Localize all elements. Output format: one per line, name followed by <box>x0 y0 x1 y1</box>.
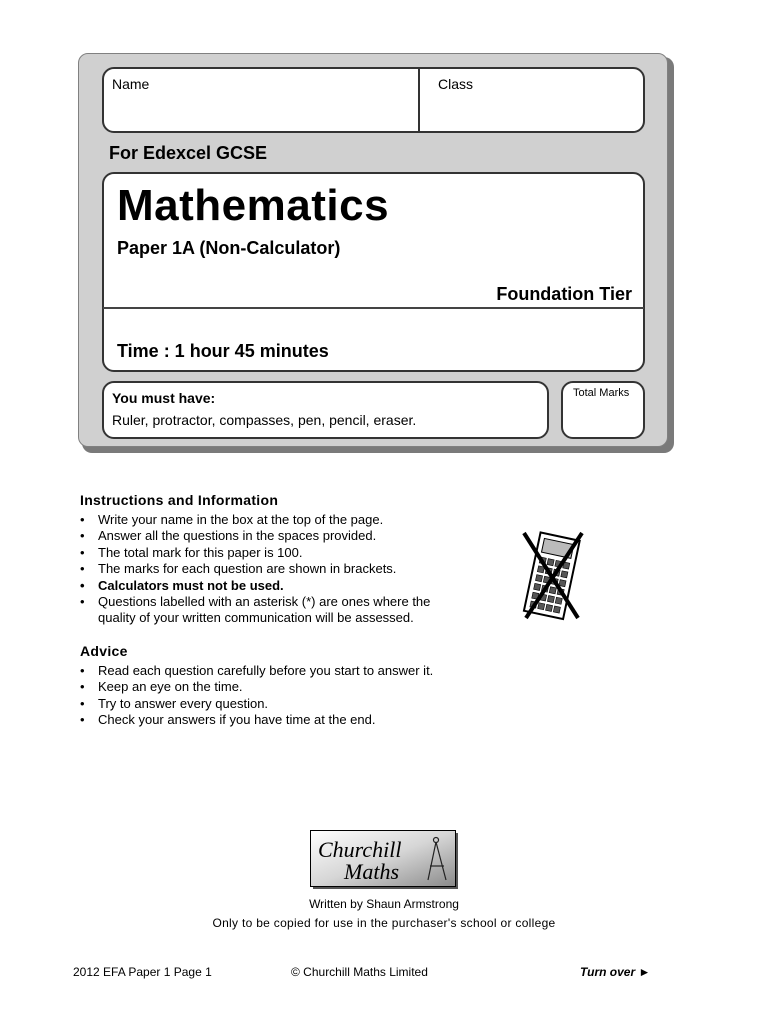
instructions-list <box>80 512 480 627</box>
list-item: • Read each question carefully before you start to answer it. <box>80 663 500 679</box>
class-field[interactable] <box>428 96 633 126</box>
class-label: Class <box>438 76 474 92</box>
list-item: • Calculators must not be used. <box>80 578 480 594</box>
name-field[interactable] <box>110 96 410 126</box>
advice-list <box>80 663 500 729</box>
name-label: Name <box>112 76 150 92</box>
instructions-title: Instructions and Information <box>80 492 279 508</box>
equipment-title: You must have: <box>112 390 216 406</box>
logo-line2: Maths <box>344 859 399 884</box>
name-class-divider <box>418 68 420 132</box>
logo-line1: Churchill <box>318 837 402 862</box>
turn-over-label: Turn over ► <box>580 965 651 979</box>
exam-board: For Edexcel GCSE <box>109 143 268 163</box>
list-item: • Write your name in the box at the top of the page. <box>80 512 480 528</box>
advice-title: Advice <box>80 643 128 659</box>
copy-notice: Only to be copied for use in the purchaser's school or college <box>212 916 556 930</box>
list-item: • The total mark for this paper is 100. <box>80 545 480 561</box>
list-item: • Keep an eye on the time. <box>80 679 500 695</box>
list-item: • Answer all the questions in the spaces provided. <box>80 528 480 544</box>
subject-title: Mathematics <box>117 181 390 230</box>
title-divider <box>103 307 644 309</box>
time-allowed: Time : 1 hour 45 minutes <box>117 341 329 361</box>
crossed-out-calculator-icon <box>518 528 588 623</box>
equipment-list: Ruler, protractor, compasses, pen, pencil, eraser. <box>112 412 417 428</box>
churchill-maths-logo <box>310 830 460 890</box>
list-item: • Questions labelled with an asterisk (*) are ones where the quality of your written communication will be assessed. <box>80 594 468 627</box>
tier-label: Foundation Tier <box>496 284 632 304</box>
copyright-notice: © Churchill Maths Limited <box>291 965 428 979</box>
paper-title: Paper 1A (Non-Calculator) <box>117 238 341 258</box>
total-marks-label: Total Marks <box>573 387 630 399</box>
page-reference: 2012 EFA Paper 1 Page 1 <box>73 965 212 979</box>
list-item: • The marks for each question are shown in brackets. <box>80 561 480 577</box>
list-item: • Check your answers if you have time at the end. <box>80 712 500 728</box>
list-item: • Try to answer every question. <box>80 696 500 712</box>
author-credit: Written by Shaun Armstrong <box>309 897 459 911</box>
